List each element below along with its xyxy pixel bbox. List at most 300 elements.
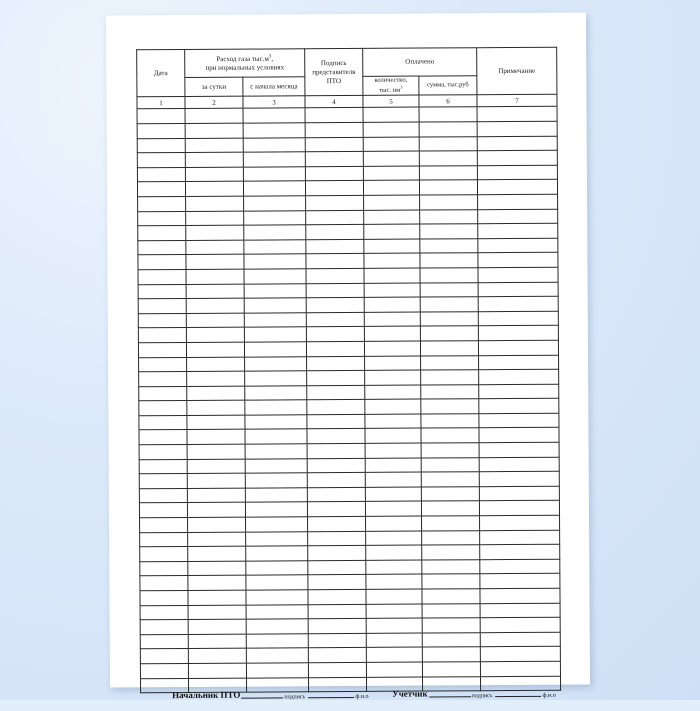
table-cell[interactable] bbox=[365, 487, 421, 502]
table-cell[interactable] bbox=[305, 152, 363, 167]
table-cell[interactable] bbox=[307, 429, 365, 444]
table-cell[interactable] bbox=[139, 503, 187, 518]
table-cell[interactable] bbox=[185, 167, 243, 182]
table-cell[interactable] bbox=[421, 370, 479, 385]
table-cell[interactable] bbox=[421, 501, 479, 516]
table-cell[interactable] bbox=[186, 254, 244, 269]
table-cell[interactable] bbox=[188, 619, 246, 634]
table-cell[interactable] bbox=[478, 209, 558, 224]
table-cell[interactable] bbox=[422, 516, 480, 531]
table-cell[interactable] bbox=[245, 400, 307, 415]
table-cell[interactable] bbox=[477, 121, 557, 136]
table-cell[interactable] bbox=[137, 153, 185, 168]
table-cell[interactable] bbox=[305, 108, 363, 123]
table-cell[interactable] bbox=[365, 399, 421, 414]
table-cell[interactable] bbox=[479, 442, 559, 457]
table-cell[interactable] bbox=[185, 138, 243, 153]
table-cell[interactable] bbox=[140, 547, 188, 562]
table-cell[interactable] bbox=[479, 384, 559, 399]
table-cell[interactable] bbox=[243, 152, 305, 167]
table-cell[interactable] bbox=[363, 122, 419, 137]
table-cell[interactable] bbox=[422, 662, 480, 677]
table-cell[interactable] bbox=[477, 107, 557, 122]
table-cell[interactable] bbox=[244, 342, 306, 357]
table-cell[interactable] bbox=[244, 210, 306, 225]
table-cell[interactable] bbox=[137, 109, 185, 124]
table-cell[interactable] bbox=[186, 240, 244, 255]
table-cell[interactable] bbox=[246, 663, 308, 678]
table-cell[interactable] bbox=[140, 605, 188, 620]
table-cell[interactable] bbox=[187, 371, 245, 386]
table-cell[interactable] bbox=[364, 312, 420, 327]
table-cell[interactable] bbox=[139, 401, 187, 416]
table-cell[interactable] bbox=[419, 180, 477, 195]
table-cell[interactable] bbox=[480, 603, 560, 618]
table-cell[interactable] bbox=[306, 298, 364, 313]
table-body bbox=[137, 95, 561, 693]
table-cell[interactable] bbox=[366, 531, 422, 546]
table-cell[interactable] bbox=[186, 313, 244, 328]
table-cell[interactable] bbox=[245, 458, 307, 473]
table-cell[interactable] bbox=[419, 165, 477, 180]
table-cell[interactable] bbox=[246, 634, 308, 649]
document-content bbox=[136, 47, 560, 650]
table-cell[interactable] bbox=[364, 253, 420, 268]
table-cell[interactable] bbox=[366, 604, 422, 619]
table-cell[interactable] bbox=[138, 269, 186, 284]
header-consumption-group: Расход газа $тыс.м^3$, при нормальных условиях bbox=[185, 49, 305, 78]
table-cell[interactable] bbox=[363, 166, 419, 181]
table-cell[interactable] bbox=[186, 211, 244, 226]
table-cell[interactable] bbox=[185, 109, 243, 124]
table-cell[interactable] bbox=[366, 633, 422, 648]
table-cell[interactable] bbox=[306, 268, 364, 283]
table-cell[interactable] bbox=[185, 182, 243, 197]
table-cell[interactable] bbox=[245, 488, 307, 503]
table-cell[interactable] bbox=[243, 167, 305, 182]
table-cell[interactable] bbox=[138, 211, 186, 226]
column-number-cell: 4 bbox=[305, 96, 363, 108]
gas-consumption-table bbox=[136, 47, 561, 694]
table-cell[interactable] bbox=[138, 196, 186, 211]
table-cell[interactable] bbox=[306, 283, 364, 298]
table-cell[interactable] bbox=[422, 603, 480, 618]
table-cell[interactable] bbox=[185, 152, 243, 167]
table-cell[interactable] bbox=[421, 443, 479, 458]
table-cell[interactable] bbox=[140, 576, 188, 591]
table-cell[interactable] bbox=[478, 238, 558, 253]
table-cell[interactable] bbox=[187, 459, 245, 474]
table-cell[interactable] bbox=[139, 459, 187, 474]
table-cell[interactable] bbox=[366, 589, 422, 604]
table-cell[interactable] bbox=[139, 430, 187, 445]
table-cell[interactable] bbox=[187, 488, 245, 503]
table-cell[interactable] bbox=[188, 634, 246, 649]
clerk-signature-caption: подпись bbox=[472, 693, 493, 699]
document-page bbox=[106, 13, 590, 688]
table-cell[interactable] bbox=[187, 357, 245, 372]
table-cell[interactable] bbox=[420, 341, 478, 356]
clerk-signature-line[interactable] bbox=[429, 687, 471, 697]
table-cell[interactable] bbox=[421, 414, 479, 429]
table-cell[interactable] bbox=[243, 137, 305, 152]
table-cell[interactable] bbox=[422, 618, 480, 633]
table-cell[interactable] bbox=[479, 501, 559, 516]
table-cell[interactable] bbox=[477, 180, 557, 195]
table-cell[interactable] bbox=[308, 516, 366, 531]
table-cell[interactable] bbox=[306, 254, 364, 269]
table-cell[interactable] bbox=[138, 313, 186, 328]
table-cell[interactable] bbox=[420, 282, 478, 297]
table-cell[interactable] bbox=[246, 619, 308, 634]
table-cell[interactable] bbox=[245, 473, 307, 488]
table-cell[interactable] bbox=[186, 269, 244, 284]
table-cell[interactable] bbox=[366, 516, 422, 531]
table-cell[interactable] bbox=[363, 107, 419, 122]
clerk-signature-block bbox=[392, 687, 559, 699]
table-cell[interactable] bbox=[139, 445, 187, 460]
table-cell[interactable] bbox=[365, 429, 421, 444]
header-paid-group: Оплачено bbox=[363, 48, 477, 77]
table-cell[interactable] bbox=[138, 240, 186, 255]
table-cell[interactable] bbox=[306, 210, 364, 225]
table-cell[interactable] bbox=[479, 486, 559, 501]
table-cell[interactable] bbox=[366, 662, 422, 677]
table-cell[interactable] bbox=[479, 369, 559, 384]
table-cell[interactable] bbox=[306, 327, 364, 342]
table-cell[interactable] bbox=[422, 530, 480, 545]
table-cell[interactable] bbox=[140, 634, 188, 649]
table-cell[interactable] bbox=[365, 370, 421, 385]
table-header bbox=[137, 47, 557, 97]
table-cell[interactable] bbox=[479, 413, 559, 428]
table-cell[interactable] bbox=[479, 355, 559, 370]
table-cell[interactable] bbox=[365, 501, 421, 516]
table-cell[interactable] bbox=[308, 560, 366, 575]
table-cell[interactable] bbox=[363, 180, 419, 195]
table-cell[interactable] bbox=[365, 443, 421, 458]
table-cell[interactable] bbox=[480, 559, 560, 574]
table-cell[interactable] bbox=[478, 326, 558, 341]
table-cell[interactable] bbox=[420, 326, 478, 341]
table-cell[interactable] bbox=[308, 575, 366, 590]
table-cell[interactable] bbox=[243, 181, 305, 196]
table-cell[interactable] bbox=[246, 590, 308, 605]
table-cell[interactable] bbox=[188, 546, 246, 561]
table-cell[interactable] bbox=[307, 443, 365, 458]
table-cell[interactable] bbox=[138, 226, 186, 241]
table-cell[interactable] bbox=[186, 284, 244, 299]
table-cell[interactable] bbox=[244, 283, 306, 298]
table-cell[interactable] bbox=[479, 471, 559, 486]
table-cell[interactable] bbox=[308, 546, 366, 561]
table-cell[interactable] bbox=[137, 123, 185, 138]
table-cell[interactable] bbox=[138, 284, 186, 299]
table-cell[interactable] bbox=[364, 283, 420, 298]
table-cell[interactable] bbox=[185, 123, 243, 138]
table-cell[interactable] bbox=[140, 532, 188, 547]
table-cell[interactable] bbox=[244, 312, 306, 327]
table-cell[interactable] bbox=[138, 328, 186, 343]
table-cell[interactable] bbox=[246, 531, 308, 546]
table-cell[interactable] bbox=[244, 225, 306, 240]
table-cell[interactable] bbox=[140, 663, 188, 678]
table-cell[interactable] bbox=[139, 357, 187, 372]
column-number-cell: 1 bbox=[137, 97, 185, 109]
table-cell[interactable] bbox=[420, 195, 478, 210]
column-number-cell: 5 bbox=[363, 95, 419, 107]
table-cell[interactable] bbox=[478, 267, 558, 282]
table-cell[interactable] bbox=[244, 298, 306, 313]
table-cell[interactable] bbox=[246, 546, 308, 561]
table-cell[interactable] bbox=[365, 458, 421, 473]
table-cell[interactable] bbox=[308, 648, 366, 663]
table-cell[interactable] bbox=[307, 487, 365, 502]
table-cell[interactable] bbox=[245, 429, 307, 444]
table-cell[interactable] bbox=[480, 632, 560, 647]
table-cell[interactable] bbox=[478, 296, 558, 311]
clerk-label: Учетчик bbox=[392, 689, 428, 699]
table-cell[interactable] bbox=[307, 385, 365, 400]
table-cell[interactable] bbox=[422, 560, 480, 575]
table-cell[interactable] bbox=[422, 589, 480, 604]
table-cell[interactable] bbox=[187, 400, 245, 415]
table-cell[interactable] bbox=[308, 662, 366, 677]
table-cell[interactable] bbox=[246, 561, 308, 576]
table-cell[interactable] bbox=[244, 196, 306, 211]
table-cell[interactable] bbox=[366, 574, 422, 589]
table-cell[interactable] bbox=[479, 457, 559, 472]
chief-pto-signature-caption: подпись bbox=[284, 694, 305, 700]
header-per-day: за сутки bbox=[185, 77, 243, 97]
table-cell[interactable] bbox=[245, 415, 307, 430]
table-cell[interactable] bbox=[477, 165, 557, 180]
table-cell[interactable] bbox=[307, 370, 365, 385]
table-cell[interactable] bbox=[308, 604, 366, 619]
table-cell[interactable] bbox=[305, 122, 363, 137]
table-cell[interactable] bbox=[479, 428, 559, 443]
table-cell[interactable] bbox=[188, 590, 246, 605]
table-cell[interactable] bbox=[420, 238, 478, 253]
table-cell[interactable] bbox=[139, 474, 187, 489]
table-cell[interactable] bbox=[244, 327, 306, 342]
table-cell[interactable] bbox=[478, 282, 558, 297]
table-cell[interactable] bbox=[479, 398, 559, 413]
table-cell[interactable] bbox=[188, 517, 246, 532]
table-cell[interactable] bbox=[365, 472, 421, 487]
table-cell[interactable] bbox=[188, 576, 246, 591]
table-cell[interactable] bbox=[478, 311, 558, 326]
column-number-cell: 2 bbox=[185, 97, 243, 109]
table-cell[interactable] bbox=[244, 240, 306, 255]
table-cell[interactable] bbox=[187, 430, 245, 445]
table-cell[interactable] bbox=[306, 312, 364, 327]
table-cell[interactable] bbox=[139, 386, 187, 401]
table-cell[interactable] bbox=[420, 268, 478, 283]
table-cell[interactable] bbox=[306, 225, 364, 240]
table-cell[interactable] bbox=[307, 356, 365, 371]
table-cell[interactable] bbox=[139, 372, 187, 387]
table-cell[interactable] bbox=[419, 107, 477, 122]
table-cell[interactable] bbox=[366, 647, 422, 662]
table-cell[interactable] bbox=[246, 604, 308, 619]
table-cell[interactable] bbox=[188, 605, 246, 620]
table-cell[interactable] bbox=[363, 151, 419, 166]
table-cell[interactable] bbox=[246, 648, 308, 663]
table-cell[interactable] bbox=[306, 195, 364, 210]
clerk-name-line[interactable] bbox=[496, 687, 542, 697]
table-cell[interactable] bbox=[364, 195, 420, 210]
table-cell[interactable] bbox=[137, 167, 185, 182]
table-cell[interactable] bbox=[366, 618, 422, 633]
table-cell[interactable] bbox=[138, 299, 186, 314]
table-cell[interactable] bbox=[308, 633, 366, 648]
table-cell[interactable] bbox=[419, 122, 477, 137]
table-cell[interactable] bbox=[364, 239, 420, 254]
column-number-cell: 7 bbox=[477, 95, 557, 107]
table-cell[interactable] bbox=[188, 663, 246, 678]
table-cell[interactable] bbox=[188, 649, 246, 664]
table-cell[interactable] bbox=[480, 617, 560, 632]
table-cell[interactable] bbox=[246, 575, 308, 590]
table-cell[interactable] bbox=[419, 151, 477, 166]
table-cell[interactable] bbox=[365, 414, 421, 429]
column-number-cell: 3 bbox=[243, 96, 305, 108]
table-cell[interactable] bbox=[140, 590, 188, 605]
chief-pto-name-caption: ф.и.о bbox=[355, 694, 368, 700]
table-cell[interactable] bbox=[187, 415, 245, 430]
table-cell[interactable] bbox=[307, 458, 365, 473]
table-cell[interactable] bbox=[137, 182, 185, 197]
table-cell[interactable] bbox=[186, 225, 244, 240]
table-cell[interactable] bbox=[478, 253, 558, 268]
table-cell[interactable] bbox=[364, 224, 420, 239]
table-cell[interactable] bbox=[305, 137, 363, 152]
table-cell[interactable] bbox=[422, 545, 480, 560]
table-cell[interactable] bbox=[187, 386, 245, 401]
table-cell[interactable] bbox=[480, 661, 560, 676]
table-cell[interactable] bbox=[188, 561, 246, 576]
table-cell[interactable] bbox=[420, 311, 478, 326]
signature-footer bbox=[170, 687, 590, 711]
table-cell[interactable] bbox=[422, 647, 480, 662]
table-cell[interactable] bbox=[306, 341, 364, 356]
table-cell[interactable] bbox=[137, 138, 185, 153]
table-cell[interactable] bbox=[139, 415, 187, 430]
table-cell[interactable] bbox=[245, 371, 307, 386]
table-cell[interactable] bbox=[480, 530, 560, 545]
table-cell[interactable] bbox=[307, 400, 365, 415]
table-cell[interactable] bbox=[420, 297, 478, 312]
table-cell[interactable] bbox=[421, 472, 479, 487]
table-cell[interactable] bbox=[245, 356, 307, 371]
table-cell[interactable] bbox=[365, 385, 421, 400]
table-cell[interactable] bbox=[308, 531, 366, 546]
table-cell[interactable] bbox=[186, 298, 244, 313]
table-cell[interactable] bbox=[306, 239, 364, 254]
table-cell[interactable] bbox=[420, 209, 478, 224]
table-cell[interactable] bbox=[307, 473, 365, 488]
table-cell[interactable] bbox=[365, 356, 421, 371]
table-cell[interactable] bbox=[421, 428, 479, 443]
table-cell[interactable] bbox=[139, 488, 187, 503]
table-cell[interactable] bbox=[421, 399, 479, 414]
table-cell[interactable] bbox=[480, 544, 560, 559]
table-cell[interactable] bbox=[140, 620, 188, 635]
table-cell[interactable] bbox=[138, 255, 186, 270]
table-cell[interactable] bbox=[477, 136, 557, 151]
table-cell[interactable] bbox=[366, 560, 422, 575]
table-cell[interactable] bbox=[245, 385, 307, 400]
table-cell[interactable] bbox=[364, 268, 420, 283]
table-cell[interactable] bbox=[307, 502, 365, 517]
table-cell[interactable] bbox=[186, 327, 244, 342]
chief-pto-signature-line[interactable] bbox=[241, 688, 283, 698]
table-cell[interactable] bbox=[186, 342, 244, 357]
table-cell[interactable] bbox=[308, 619, 366, 634]
table-cell[interactable] bbox=[480, 647, 560, 662]
table-cell[interactable] bbox=[244, 269, 306, 284]
table-cell[interactable] bbox=[187, 473, 245, 488]
table-cell[interactable] bbox=[364, 341, 420, 356]
table-cell[interactable] bbox=[421, 457, 479, 472]
table-cell[interactable] bbox=[243, 123, 305, 138]
table-cell[interactable] bbox=[188, 532, 246, 547]
table-cell[interactable] bbox=[363, 137, 419, 152]
table-cell[interactable] bbox=[138, 342, 186, 357]
table-cell[interactable] bbox=[478, 223, 558, 238]
table-cell[interactable] bbox=[480, 515, 560, 530]
table-cell[interactable] bbox=[245, 444, 307, 459]
table-cell[interactable] bbox=[420, 224, 478, 239]
chief-pto-name-line[interactable] bbox=[308, 688, 354, 698]
table-cell[interactable] bbox=[421, 487, 479, 502]
table-cell[interactable] bbox=[419, 136, 477, 151]
table-cell[interactable] bbox=[307, 414, 365, 429]
clerk-name-caption: ф.и.о bbox=[543, 693, 556, 699]
table-cell[interactable] bbox=[422, 632, 480, 647]
table-cell[interactable] bbox=[244, 254, 306, 269]
table-cell[interactable] bbox=[140, 649, 188, 664]
table-cell[interactable] bbox=[246, 517, 308, 532]
table-cell[interactable] bbox=[480, 574, 560, 589]
table-cell[interactable] bbox=[140, 561, 188, 576]
table-cell[interactable] bbox=[305, 166, 363, 181]
table-cell[interactable] bbox=[480, 588, 560, 603]
table-cell[interactable] bbox=[478, 340, 558, 355]
table-cell[interactable] bbox=[187, 503, 245, 518]
table-cell[interactable] bbox=[421, 355, 479, 370]
table-cell[interactable] bbox=[243, 108, 305, 123]
header-from-month-start: с начала месяца bbox=[243, 77, 305, 97]
table-cell[interactable] bbox=[366, 545, 422, 560]
table-cell[interactable] bbox=[245, 502, 307, 517]
table-cell[interactable] bbox=[186, 196, 244, 211]
table-cell[interactable] bbox=[422, 574, 480, 589]
table-cell[interactable] bbox=[478, 194, 558, 209]
table-cell[interactable] bbox=[421, 384, 479, 399]
table-cell[interactable] bbox=[477, 150, 557, 165]
table-cell[interactable] bbox=[308, 589, 366, 604]
table-cell[interactable] bbox=[140, 518, 188, 533]
table-cell[interactable] bbox=[305, 181, 363, 196]
table-cell[interactable] bbox=[364, 297, 420, 312]
table-cell[interactable] bbox=[364, 210, 420, 225]
table-cell[interactable] bbox=[420, 253, 478, 268]
table-cell[interactable] bbox=[187, 444, 245, 459]
header-paid-sum: сумма, тыс.руб bbox=[419, 76, 477, 96]
table-cell[interactable] bbox=[364, 326, 420, 341]
